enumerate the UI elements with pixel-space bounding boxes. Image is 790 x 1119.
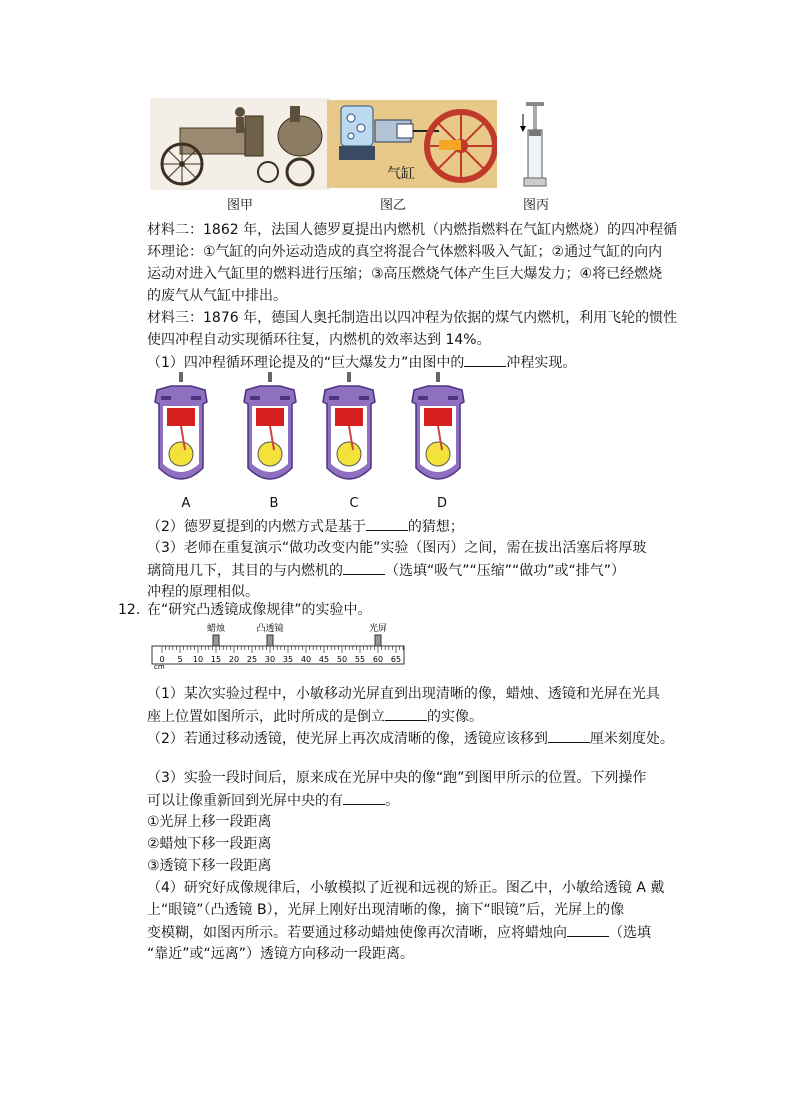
- q11-part3-line1: （3）老师在重复演示“做功改变内能”实验（图丙）之间，需在拔出活塞后将厚玻: [147, 540, 647, 556]
- answer-blank[interactable]: [464, 352, 506, 367]
- answer-blank[interactable]: [343, 790, 385, 805]
- bench-unit-label: cm: [154, 663, 165, 670]
- q11-part3-line3: 冲程的原理相似。: [147, 584, 259, 600]
- bench-tick-label: 45: [318, 655, 330, 664]
- bench-tick-label: 10: [192, 655, 204, 664]
- q12-part3-line1: （3）实验一段时间后，原来成在光屏中央的像“跑”到图甲所示的位置。下列操作: [147, 770, 647, 786]
- bench-tick-label: 60: [372, 655, 384, 664]
- q11-part3-text-end: （选填“吸气”“压缩”“做功”或“排气”）: [385, 563, 626, 579]
- material-three-line: 使四冲程自动实现循环往复，内燃机的效率达到 14%。: [147, 332, 491, 348]
- bench-tick-label: 15: [210, 655, 222, 664]
- caption-figure-a: 图甲: [226, 198, 253, 213]
- q12-part4-line1: （4）研究好成像规律后，小敏模拟了近视和远视的矫正。图乙中，小敏给透镜 A 戴: [147, 880, 665, 896]
- bench-tick-label: 25: [246, 655, 258, 664]
- q12-part4-text-end: （选填: [609, 925, 651, 941]
- q11-part1-text: （1）四冲程循环理论提及的“巨大爆发力”由图中的: [147, 355, 465, 371]
- caption-figure-c: 图丙: [522, 198, 549, 213]
- q12-part4-line4: “靠近”或“远离”）透镜方向移动一段距离。: [147, 946, 415, 962]
- engine-strokes-diagram: [145, 372, 495, 490]
- q12-part3-text: 可以让像重新回到光屏中央的有: [147, 793, 343, 809]
- q12-part2-text: （2）若通过移动透镜，使光屏上再次成清晰的像，透镜应该移到: [147, 731, 548, 747]
- answer-blank[interactable]: [343, 560, 385, 575]
- cylinder-label: 气缸: [387, 166, 415, 182]
- engine-stroke-d: [412, 372, 464, 479]
- answer-blank[interactable]: [366, 516, 408, 531]
- q11-part1: [147, 352, 576, 373]
- bench-tick-label: 5: [177, 655, 183, 664]
- q12-part4-line2: 上“眼镜”（凸透镜 B），光屏上刚好出现清晰的像，摘下“眼镜”后，光屏上的像: [147, 902, 625, 918]
- engine-stroke-a: [155, 372, 207, 479]
- bench-tick-label: 30: [264, 655, 276, 664]
- q12-part3-line2: [147, 790, 399, 811]
- engine-stroke-c: [323, 372, 375, 479]
- answer-blank[interactable]: [548, 728, 590, 743]
- caption-figure-b: 图乙: [379, 198, 406, 213]
- material-two-line: 的废气从气缸中排出。: [147, 288, 287, 304]
- bench-tick-label: 50: [336, 655, 348, 664]
- engine-strokes-figure: [145, 372, 495, 490]
- bench-tick-label: 20: [228, 655, 240, 664]
- optical-bench-figure: [150, 620, 406, 670]
- steam-carriage-illustration: [150, 98, 330, 190]
- q12-option: ②蜡烛下移一段距离: [147, 836, 272, 852]
- syringe-illustration: [520, 100, 550, 188]
- question-number: 12.: [118, 602, 141, 618]
- q12-part4-line3: [147, 922, 651, 943]
- bench-tick-label: 40: [300, 655, 312, 664]
- bench-tick-label: 35: [282, 655, 294, 664]
- bench-holder: [375, 635, 381, 646]
- q11-part2-text-end: 的猜想；: [407, 519, 464, 535]
- engine-label-a: A: [181, 496, 191, 511]
- q11-part3-line2: [147, 560, 625, 581]
- optical-bench: [150, 620, 406, 670]
- q12-stem: 在“研究凸透镜成像规律”的实验中。: [147, 602, 372, 618]
- answer-blank[interactable]: [567, 922, 609, 937]
- bench-tick-label: 0: [159, 655, 165, 664]
- q12-part2-text-end: 厘米刻度处。: [589, 731, 674, 747]
- bench-holder: [267, 635, 273, 646]
- q11-part2: [147, 516, 464, 537]
- engine-label-b: B: [269, 496, 279, 511]
- q12-part3-text-end: 。: [385, 793, 399, 809]
- material-three-line: 材料三：1876 年，德国人奥托制造出以四冲程为依据的煤气内燃机，利用飞轮的惯性: [147, 310, 678, 326]
- engine-stroke-b: [244, 372, 296, 479]
- engine-label-d: D: [436, 496, 447, 511]
- material-two-line: 环理论：①气缸的向外运动造成的真空将混合气体燃料吸入气缸；②通过气缸的向内: [147, 244, 663, 260]
- answer-blank[interactable]: [385, 706, 427, 721]
- material-two-line: 材料二：1862 年，法国人德罗夏提出内燃机（内燃指燃料在气缸内燃烧）的四冲程循: [147, 222, 678, 238]
- q12-part1-text: 座上位置如图所示，此时所成的是倒立: [147, 709, 385, 725]
- material-two-line: 运动对进入气缸里的燃料进行压缩；③高压燃烧气体产生巨大爆发力；④将已经燃烧: [147, 266, 663, 282]
- q12-part4-text: 变模糊，如图丙所示。若要通过移动蜡烛使像再次清晰，应将蜡烛向: [147, 925, 567, 941]
- q12-part1-line1: （1）某次实验过程中，小敏移动光屏直到出现清晰的像，蜡烛、透镜和光屏在光具: [147, 686, 660, 702]
- q11-part1-text-end: 冲程实现。: [506, 355, 577, 371]
- bench-holder-label: 凸透镜: [256, 624, 284, 634]
- bench-tick-label: 65: [390, 655, 402, 664]
- q11-part3-text: 璃筒甩几下，其目的与内燃机的: [147, 563, 343, 579]
- bench-holder-label: 蜡烛: [206, 624, 226, 634]
- q12-option: ③透镜下移一段距离: [147, 858, 272, 874]
- engine-label-c: C: [349, 496, 359, 511]
- bench-holder: [213, 635, 219, 646]
- engine-diagram-figure: [327, 100, 497, 188]
- q12-option: ①光屏上移一段距离: [147, 814, 272, 830]
- q12-part2: [147, 728, 674, 749]
- q12-part1-line2: [147, 706, 483, 727]
- bench-tick-label: 55: [354, 655, 366, 664]
- q11-part2-text: （2）德罗夏提到的内燃方式是基于: [147, 519, 366, 535]
- q12-part1-text-end: 的实像。: [427, 709, 483, 725]
- bench-holder-label: 光屏: [368, 624, 388, 634]
- syringe-figure: [520, 100, 550, 188]
- steam-carriage-figure: [150, 98, 330, 190]
